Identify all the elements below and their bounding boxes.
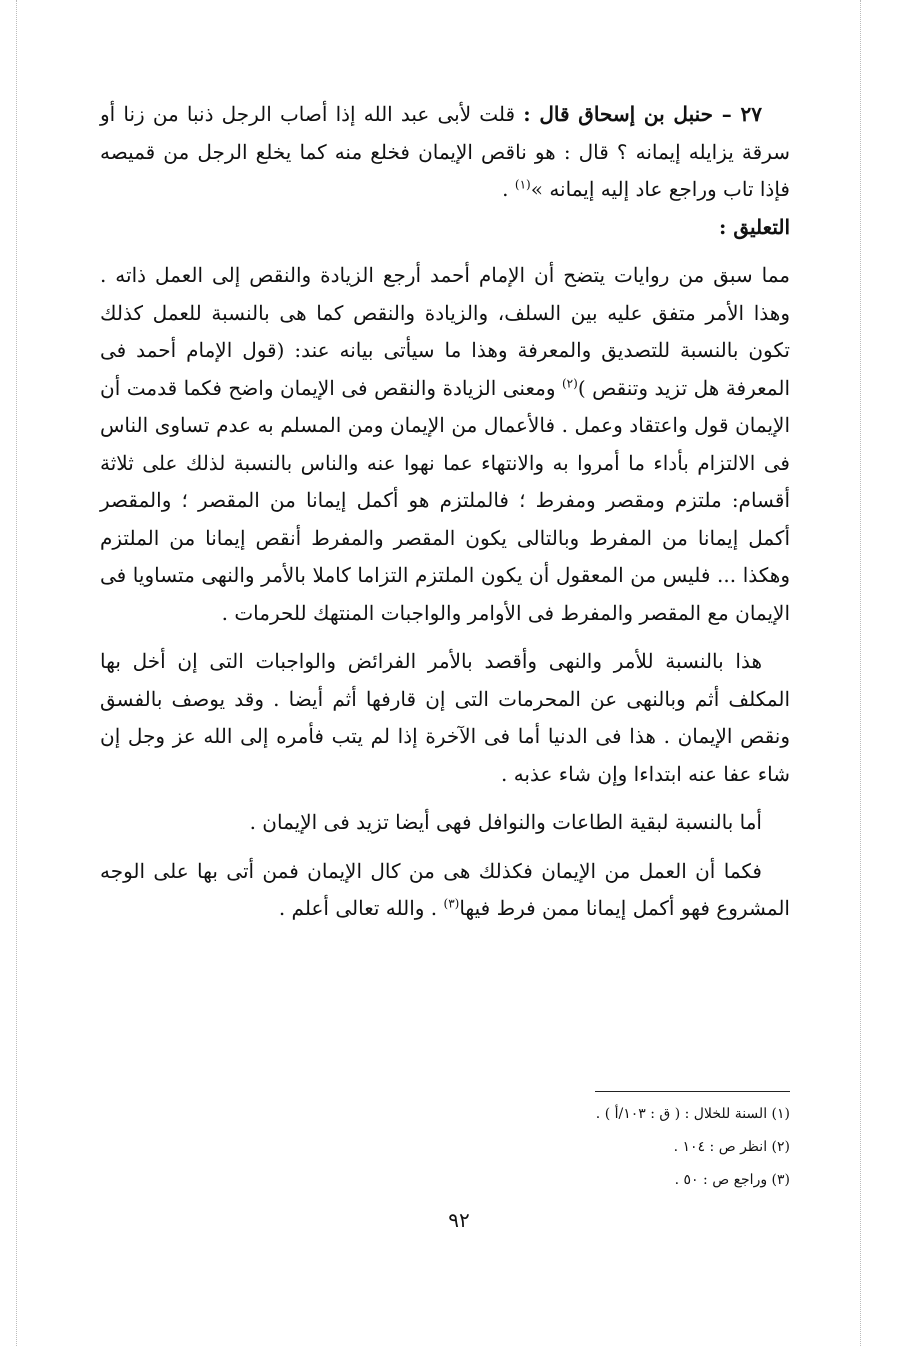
footnote-2: (٢) انظر ص : ١٠٤ .	[673, 1139, 790, 1155]
paragraph-1-part-b: ومعنى الزيادة والنقص فى الإيمان واضح فكما قدمت أن الإيمان قول واعتقاد وعمل . فالأعمال من الإيمان ومن المسلم به عدم تساوى الناس فى الالتزام بأداء ما أمروا به والانتهاء عما نهوا عنه والناس بالنسبة لذلك على ثلاثة أقسام: ملتزم ومقصر ومفرط ؛ فالملتزم هو أكمل إيمانا من المقصر ؛ والمقصر أكمل إيمانا من المفرط وبالتالى يكون المقصر والمفرط أنقص إيمانا من الملتزم وهكذا ... فليس من المعقول أن يكون الملتزم التزاما كاملا بالأمر والنهى متساويا فى الإيمان مع المقصر والمفرط فى الأوامر والواجبات المنتهك للحرمات .	[100, 375, 790, 625]
entry-text: قلت لأبى عبد الله إذا أصاب الرجل ذنبا من زنا أو سرقة يزايله إيمانه ؟ قال : هو ناقص الإيمان فخلع منه كما يخلع الرجل من قميصه فإذا تاب وراجع عاد إليه إيمانه »	[100, 102, 790, 201]
paragraph-4-part-a: فكما أن العمل من الإيمان فكذلك هى من كال الإيمان فمن أتى بها على الوجه المشروع فهو أكمل إيمانا ممن فرط فيها	[100, 858, 790, 920]
footnote-ref-2: (٢)	[561, 375, 578, 390]
footnote-1: (١) السنة للخلال : ( ق : ١٠٣/أ ) .	[595, 1106, 790, 1122]
entry-dash: –	[713, 102, 741, 126]
paragraph-1	[100, 257, 790, 632]
left-margin-dots	[16, 0, 17, 1346]
paragraph-1-part-a: مما سبق من روايات يتضح أن الإمام أحمد أرجع الزيادة والنقص إلى العمل ذاته . وهذا الأمر متفق عليه بين السلف، والزيادة والنقص كما هى بالنسبة للعمل كذلك تكون بالنسبة للتصديق والمعرفة وهذا ما سيأتى بيانه عند: (قول الإمام أحمد فى المعرفة هل تزيد وتنقص )	[100, 263, 791, 400]
paragraph-3: أما بالنسبة لبقية الطاعات والنوافل فهى أيضا تزيد فى الإيمان .	[249, 810, 762, 834]
footnote-ref-3: (٣)	[443, 896, 460, 911]
paragraph-4	[100, 853, 790, 928]
entry-end: .	[502, 177, 515, 201]
footnote-ref-1: (١)	[514, 177, 531, 192]
footnote-3: (٣) وراجع ص : ٥٠ .	[674, 1172, 790, 1188]
commentary-heading: التعليق :	[718, 214, 790, 239]
page-number: ٩٢	[448, 1208, 470, 1232]
main-text	[100, 96, 790, 928]
footnotes	[100, 1098, 790, 1197]
paragraph-4-part-b: . والله تعالى أعلم .	[278, 896, 444, 920]
paragraph-2: هذا بالنسبة للأمر والنهى وأقصد بالأمر الفرائض والواجبات التى إن أخل بها المكلف أثم وبالنهى عن المحرمات التى إن قارفها أثم أيضا . وقد يوصف بالفسق ونقص الإيمان . هذا فى الدنيا أما فى الآخرة إذا لم يتب فأمره إلى الله عز وجل إن شاء عفا عنه ابتداءا وإن شاء عذبه .	[100, 649, 790, 786]
entry-narrator: حنبل بن إسحاق قال :	[523, 102, 713, 126]
hadith-entry	[100, 96, 790, 209]
right-margin-dots	[860, 0, 861, 1346]
entry-number: ٢٧	[740, 102, 762, 126]
footnote-separator	[595, 1091, 790, 1092]
